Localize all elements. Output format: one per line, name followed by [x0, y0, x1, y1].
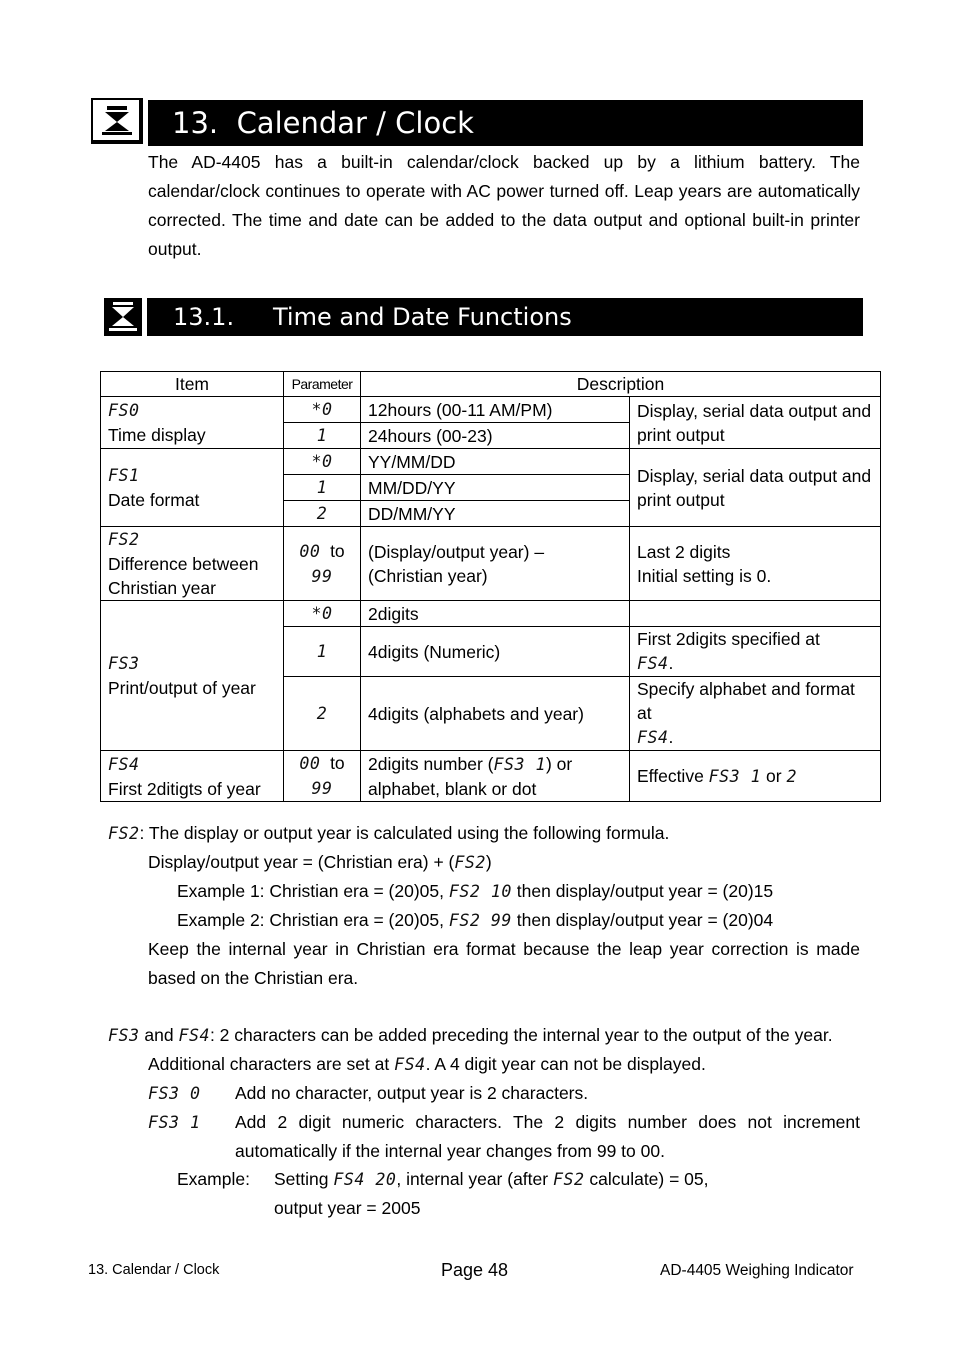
header-parameter: Parameter	[284, 372, 361, 397]
fs0-note: Display, serial data output and print output	[630, 397, 881, 449]
fs2-keep-note: Keep the internal year in Christian era format because the leap year correction is made based on the Christian era.	[148, 939, 860, 988]
fs2-note: Last 2 digits Initial setting is 0.	[630, 527, 881, 601]
section-title: Calendar / Clock	[236, 106, 474, 140]
subsection-number: 13.1.	[173, 303, 235, 331]
fs1-item: Date format	[108, 490, 200, 510]
fs4-item-cell	[101, 751, 284, 802]
fs0-item-cell	[101, 397, 284, 449]
example-output: output year = 2005	[274, 1198, 421, 1218]
header-item: Item	[101, 372, 284, 397]
fs3-param-1: 1	[316, 642, 328, 661]
fs3-note-1: First 2digits specified at FS4.	[630, 627, 881, 677]
fs2-item-cell	[101, 527, 284, 601]
fs3-desc-2: 4digits (alphabets and year)	[361, 677, 630, 751]
fs0-desc-0: 12hours (00-11 AM/PM)	[361, 397, 630, 423]
fs3-param-0: *0	[311, 604, 333, 623]
fs4-desc: 2digits number (FS3 1) or alphabet, blank or dot	[361, 751, 630, 802]
fs2-example-1: Example 1: Christian era = (20)05, FS2 10 then display/output year = (20)15	[177, 881, 774, 901]
table-row	[101, 751, 881, 802]
fs1-param-1: 1	[316, 478, 328, 497]
fs2-note-line: FS2: The display or output year is calculated using the following formula.	[108, 823, 670, 843]
fs34-additional: Additional characters are set at FS4. A 4 digit year can not be displayed.	[148, 1054, 706, 1074]
fs2-formula: Display/output year = (Christian era) + (FS2)	[148, 852, 492, 872]
subsection-icon-box	[104, 298, 142, 336]
footer-chapter: 13. Calendar / Clock	[88, 1262, 220, 1278]
intro-paragraph: The AD-4405 has a built-in calendar/clock backed up by a lithium battery. The calendar/clock continues to operate with AC power turned off. Leap years are automatically corrected. The time and date can be added to the data output and optional built-in printer output.	[148, 152, 860, 259]
fs4-note: Effective FS3 1 or 2	[630, 751, 881, 802]
fs3-option-1-code: FS3 1	[148, 1113, 201, 1132]
fs4-item: First 2ditigts of year	[108, 778, 261, 799]
section-heading	[148, 100, 863, 146]
fs1-param-0: *0	[311, 452, 333, 471]
fs3-param-2: 2	[316, 704, 328, 723]
subsection-title: Time and Date Functions	[273, 303, 572, 331]
fs2-example-2: Example 2: Christian era = (20)05, FS2 99 then display/output year = (20)04	[177, 910, 774, 930]
table-header-row	[101, 372, 881, 397]
fs0-item: Time display	[108, 425, 206, 445]
fs3-desc-0: 2digits	[361, 601, 630, 627]
fs3-option-0-text: Add no character, output year is 2 characters.	[235, 1083, 589, 1103]
table-row	[101, 527, 881, 601]
fs3-option-1-text: Add 2 digit numeric characters. The 2 digits number does not increment automatically if the internal year changes from 99 to 00.	[235, 1112, 860, 1161]
section-number: 13.	[172, 106, 219, 140]
functions-table	[100, 371, 881, 802]
fs1-item-cell	[101, 449, 284, 527]
fs2-item: Difference between Christian year	[108, 554, 259, 598]
footer-page-number: Page 48	[441, 1260, 509, 1280]
example-setting: Setting FS4 20, internal year (after FS2 calculate) = 05,	[274, 1169, 709, 1189]
download-icon-box	[91, 98, 143, 144]
fs1-note: Display, serial data output and print output	[630, 449, 881, 527]
fs3-desc-1: 4digits (Numeric)	[361, 627, 630, 677]
fs3-item: Print/output of year	[108, 678, 256, 698]
subsection-heading	[147, 298, 863, 336]
fs3-note-2: Specify alphabet and format at FS4.	[630, 677, 881, 751]
fs0-param-0: *0	[311, 400, 333, 419]
fs34-note-line: FS3 and FS4: 2 characters can be added preceding the internal year to the output of the year.	[108, 1025, 833, 1045]
table-row	[101, 449, 881, 475]
fs3-code: FS3	[108, 654, 140, 673]
fs2-desc: (Display/output year) – (Christian year)	[361, 527, 630, 601]
fs3-note-0	[630, 601, 881, 627]
table-row	[101, 601, 881, 627]
example-label: Example:	[177, 1169, 250, 1189]
fs1-desc-0: YY/MM/DD	[361, 449, 630, 475]
table-row	[101, 397, 881, 423]
fs3-option-0-code: FS3 0	[148, 1084, 201, 1103]
header-description: Description	[361, 372, 881, 397]
fs0-code: FS0	[108, 401, 140, 420]
fs1-desc-1: MM/DD/YY	[361, 475, 630, 501]
fs1-code: FS1	[108, 466, 140, 485]
fs1-param-2: 2	[316, 504, 328, 523]
download-arrow-icon	[104, 298, 142, 336]
fs2-code: FS2	[108, 530, 140, 549]
fs0-param-1: 1	[316, 426, 328, 445]
fs3-item-cell	[101, 601, 284, 751]
fs4-param: 00 to 99	[284, 751, 361, 802]
footer-product: AD-4405 Weighing Indicator	[660, 1262, 854, 1279]
fs4-code: FS4	[108, 754, 140, 774]
fs0-desc-1: 24hours (00-23)	[361, 423, 630, 449]
fs1-desc-2: DD/MM/YY	[361, 501, 630, 527]
fs2-param: 00 to 99	[284, 527, 361, 601]
download-arrow-icon	[94, 100, 140, 140]
